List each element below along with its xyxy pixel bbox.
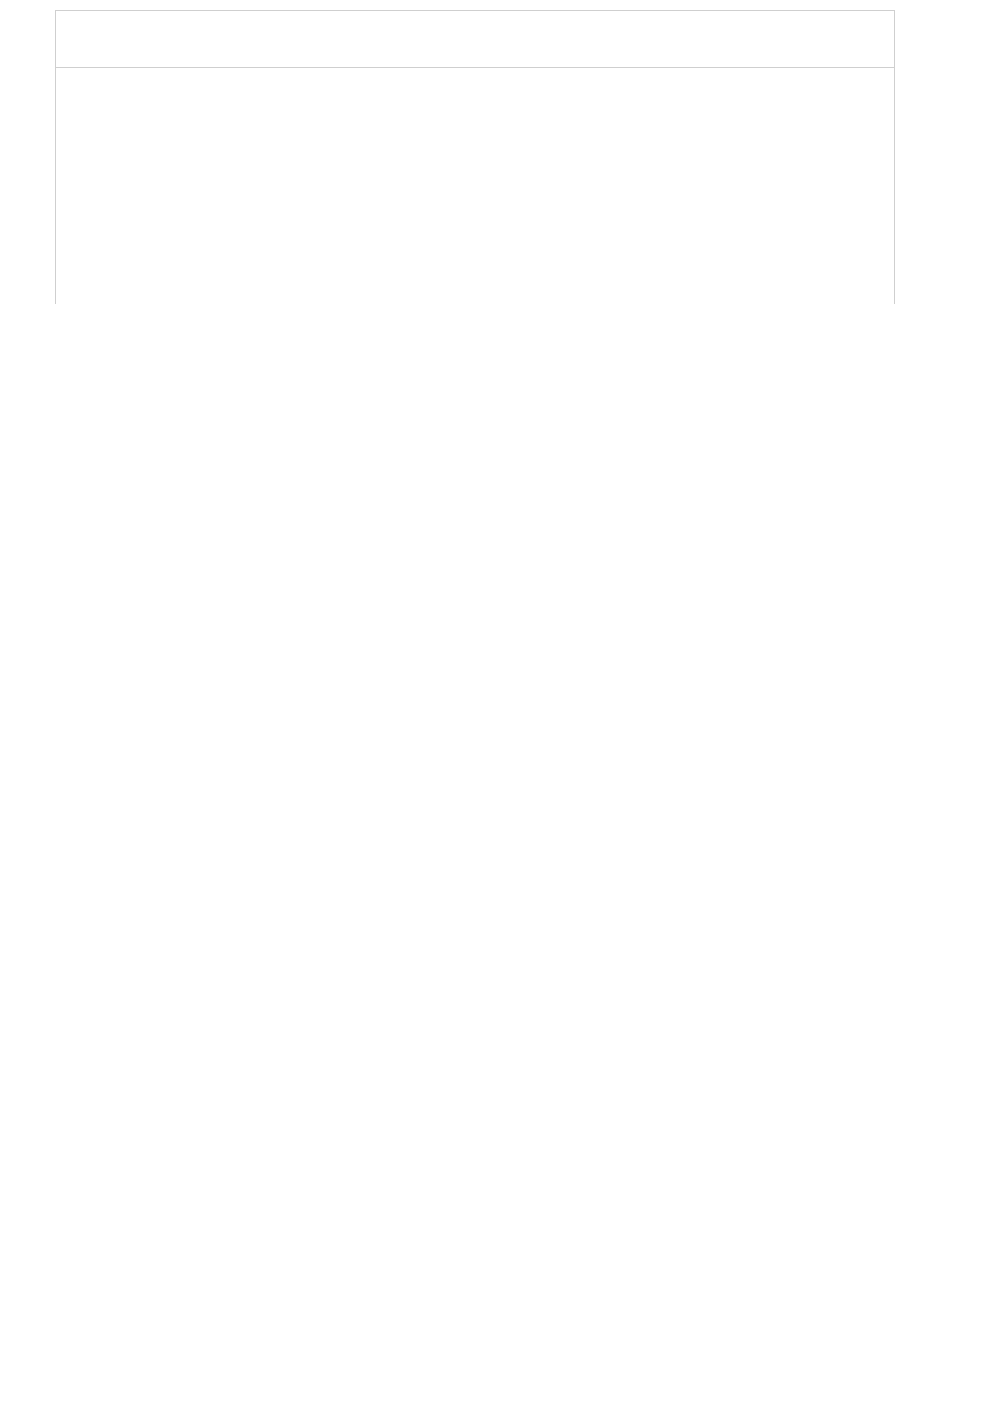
chart-basis-third-contract [470, 1140, 910, 1403]
report-title [56, 11, 894, 68]
market-summary [56, 68, 894, 304]
chart-basis-current-month [470, 795, 910, 1140]
chart-basis-main-contract [55, 1140, 475, 1403]
charts-area [0, 795, 992, 1403]
report-container [55, 10, 895, 304]
chart-regional-spread [55, 795, 475, 1140]
